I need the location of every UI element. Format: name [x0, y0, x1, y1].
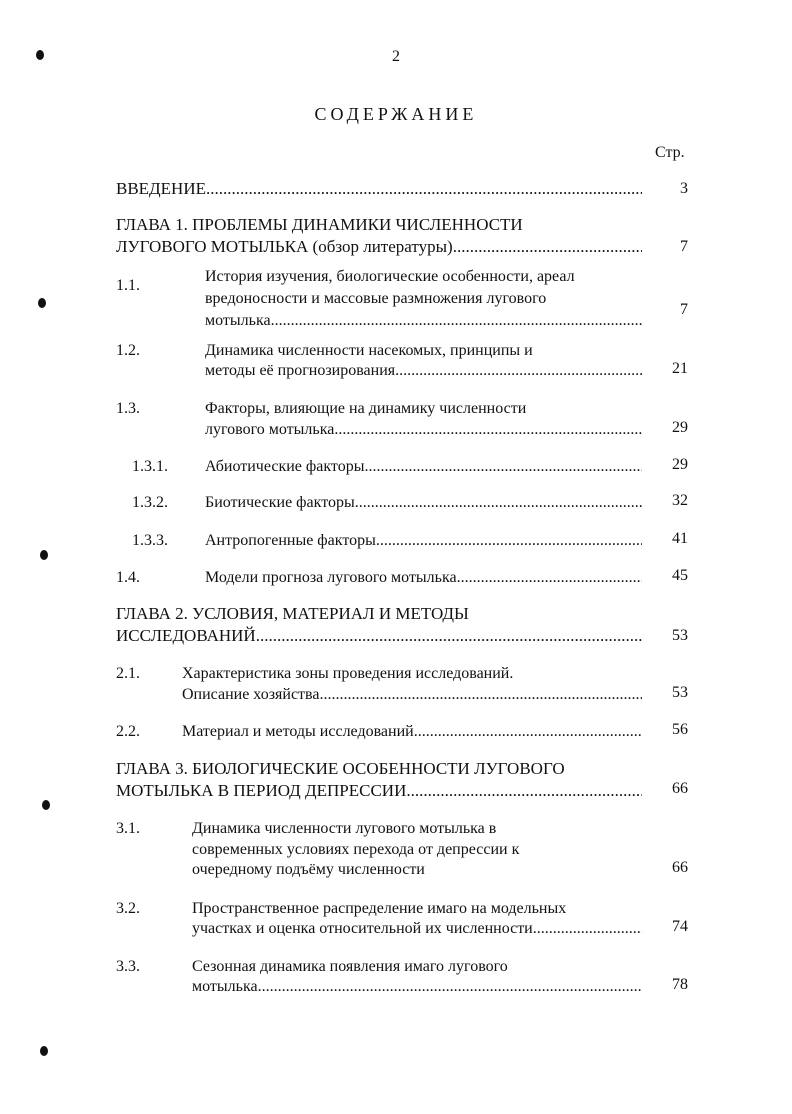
- toc-section-title: Антропогенные факторы .....: [205, 530, 642, 552]
- binder-hole-mark: [40, 550, 48, 560]
- leader-dots: [453, 236, 642, 258]
- toc-section-number: 2.2.: [116, 723, 140, 740]
- toc-section-title: мотылька .....: [205, 310, 642, 332]
- binder-hole-mark: [42, 800, 50, 810]
- toc-chapter-title: МОТЫЛЬКА В ПЕРИОД ДЕПРЕССИИ .....: [116, 780, 642, 802]
- leader-dots: [533, 918, 642, 940]
- toc-section-title: Динамика численности насекомых, принципы и: [205, 342, 533, 359]
- leader-dots: [406, 780, 642, 802]
- toc-page-number: 53: [672, 684, 688, 701]
- toc-page-number: 21: [672, 360, 688, 377]
- leader-dots: [414, 721, 642, 743]
- leader-dots: [355, 492, 642, 514]
- leader-dots: [395, 360, 642, 382]
- toc-section-title: Динамика численности лугового мотылька в: [192, 820, 497, 837]
- toc-section-number: 2.1.: [116, 665, 140, 682]
- toc-section-title: Характеристика зоны проведения исследований.: [182, 665, 514, 682]
- toc-page-number: 74: [672, 918, 688, 935]
- toc-section-title: современных условиях перехода от депрессии к: [192, 841, 520, 858]
- toc-chapter-title: ЛУГОВОГО МОТЫЛЬКА (обзор литературы) .....: [116, 236, 642, 258]
- page-column-header: Стр.: [655, 144, 685, 161]
- toc-page-number: 78: [672, 976, 688, 993]
- toc-section-number: 3.3.: [116, 958, 140, 975]
- toc-section-number: 3.2.: [116, 900, 140, 917]
- toc-page-number: 7: [680, 301, 688, 318]
- page-title: СОДЕРЖАНИЕ: [314, 104, 478, 124]
- toc-chapter-title: ГЛАВА 2. УСЛОВИЯ, МАТЕРИАЛ И МЕТОДЫ: [116, 604, 469, 623]
- toc-section-title: лугового мотылька .....: [205, 419, 642, 441]
- toc-page-number: 45: [672, 567, 688, 584]
- toc-page-number: 29: [672, 456, 688, 473]
- leader-dots: [457, 567, 642, 589]
- leader-dots: [206, 178, 642, 200]
- toc-section-title: методы её прогнозирования .....: [205, 360, 642, 382]
- toc-section-number: 1.1.: [116, 277, 140, 294]
- toc-section-title: Модели прогноза лугового мотылька .....: [205, 567, 642, 589]
- toc-page-number: 56: [672, 721, 688, 738]
- leader-dots: [319, 684, 642, 706]
- toc-section-title: очередному подъёму численности: [192, 861, 425, 878]
- toc-section-number: 1.3.: [116, 400, 140, 417]
- leader-dots: [376, 530, 642, 552]
- leader-dots: [334, 419, 642, 441]
- leader-dots: [258, 976, 642, 998]
- toc-section-title: Материал и методы исследований .....: [182, 721, 642, 743]
- toc-section-number: 1.2.: [116, 342, 140, 359]
- toc-section-number: 1.3.3.: [132, 532, 168, 549]
- toc-page-number: 53: [672, 627, 688, 644]
- toc-section-number: 1.4.: [116, 569, 140, 586]
- binder-hole-mark: [40, 1046, 48, 1056]
- toc-page-number: 66: [672, 780, 688, 797]
- toc-section-title: Факторы, влияющие на динамику численности: [205, 400, 527, 417]
- toc-page-number: 3: [680, 180, 688, 197]
- toc-section-number: 1.3.1.: [132, 458, 168, 475]
- leader-dots: [271, 310, 642, 332]
- toc-chapter-title: ГЛАВА 3. БИОЛОГИЧЕСКИЕ ОСОБЕННОСТИ ЛУГОВОГО: [116, 759, 565, 778]
- toc-page-number: 41: [672, 530, 688, 547]
- toc-section-number: 3.1.: [116, 820, 140, 837]
- toc-section-title: Абиотические факторы .....: [205, 456, 642, 478]
- leader-dots: [364, 456, 642, 478]
- toc-section-title: мотылька .....: [192, 976, 642, 998]
- toc-section-title: Описание хозяйства .....: [182, 684, 642, 706]
- toc-page-number: 7: [680, 238, 688, 255]
- toc-section-title: Сезонная динамика появления имаго лугового: [192, 958, 508, 975]
- binder-hole-mark: [38, 298, 46, 308]
- toc-page-number: 29: [672, 419, 688, 436]
- toc-chapter-title: ГЛАВА 1. ПРОБЛЕМЫ ДИНАМИКИ ЧИСЛЕННОСТИ: [116, 215, 523, 234]
- toc-section-title: вредоносности и массовые размножения лугового: [205, 290, 547, 307]
- toc-section-title: Биотические факторы .....: [205, 492, 642, 514]
- toc-page-number: 66: [672, 859, 688, 876]
- toc-page-number: 32: [672, 492, 688, 509]
- toc-entry-label: ВВЕДЕНИЕ: [116, 179, 206, 198]
- page-number: 2: [392, 48, 400, 65]
- toc-section-title: История изучения, биологические особенности, ареал: [205, 268, 575, 285]
- toc-section-number: 1.3.2.: [132, 494, 168, 511]
- leader-dots: [256, 625, 642, 647]
- toc-chapter-title: ИССЛЕДОВАНИЙ .....: [116, 625, 642, 647]
- toc-section-title: участках и оценка относительной их численности .....: [192, 918, 642, 940]
- toc-entry-intro: [116, 178, 642, 200]
- toc-section-title: Пространственное распределение имаго на модельных: [192, 900, 567, 917]
